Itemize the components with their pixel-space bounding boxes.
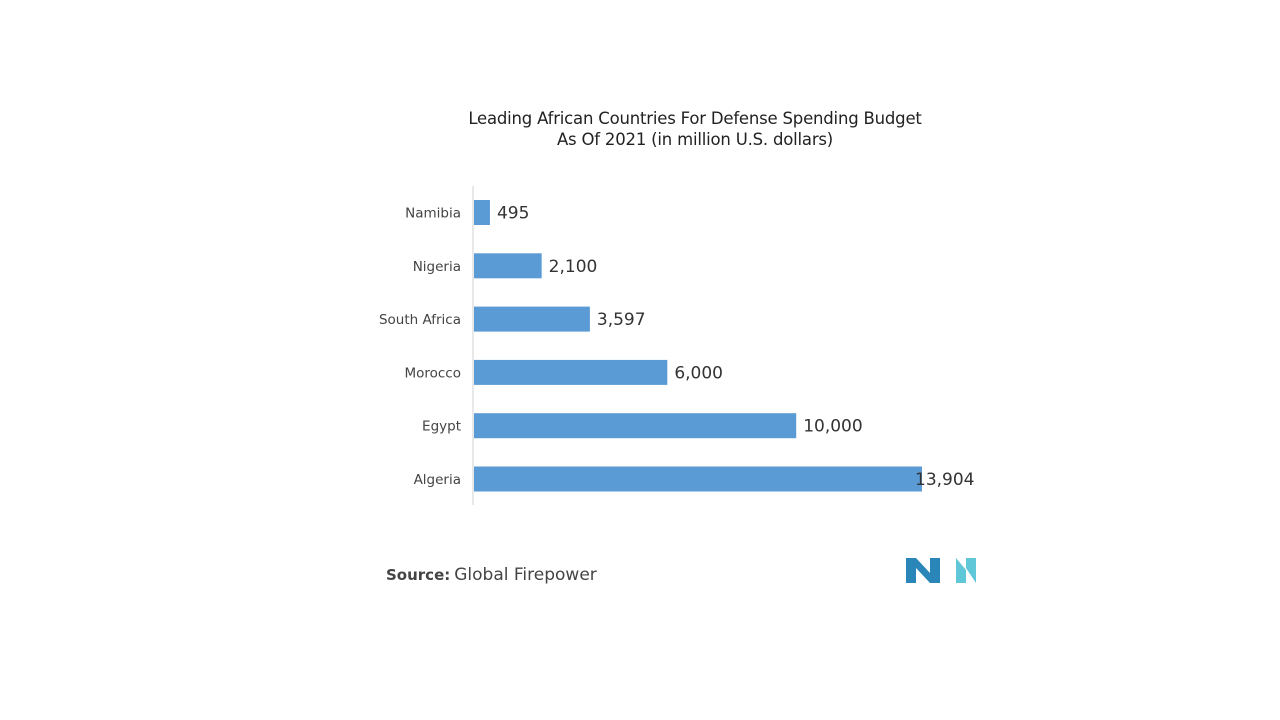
- source-label: Source:: [386, 566, 451, 584]
- value-label: 2,100: [548, 256, 598, 277]
- value-label: 495: [496, 203, 530, 224]
- value-label: 10,000: [803, 416, 863, 437]
- bar-morocco: [474, 360, 667, 385]
- logo-shape-left: [906, 558, 940, 583]
- source-text: Global Firepower: [454, 565, 597, 585]
- bar-nigeria: [474, 253, 542, 278]
- source-note: [386, 565, 597, 585]
- bar-namibia: [474, 200, 490, 225]
- category-label: Morocco: [404, 365, 461, 382]
- chart-title-line1: Leading African Countries For Defense Spending Budget: [468, 109, 922, 128]
- category-label: Egypt: [422, 418, 461, 435]
- value-label: 6,000: [674, 363, 723, 384]
- bar-egypt: [474, 413, 796, 438]
- category-label: Algeria: [413, 472, 461, 488]
- bar-south-africa: [474, 307, 590, 332]
- chart-title-line2: As Of 2021 (in million U.S. dollars): [556, 130, 834, 149]
- category-label: South Africa: [378, 312, 461, 329]
- logo-shape-right: [956, 558, 976, 583]
- mordor-intelligence-logo-icon: [906, 558, 976, 583]
- value-label: 3,597: [596, 310, 646, 331]
- value-label: 13,904: [915, 470, 975, 490]
- category-label: Nigeria: [412, 258, 461, 275]
- category-label: Namibia: [405, 205, 461, 222]
- bar-algeria: [474, 467, 922, 492]
